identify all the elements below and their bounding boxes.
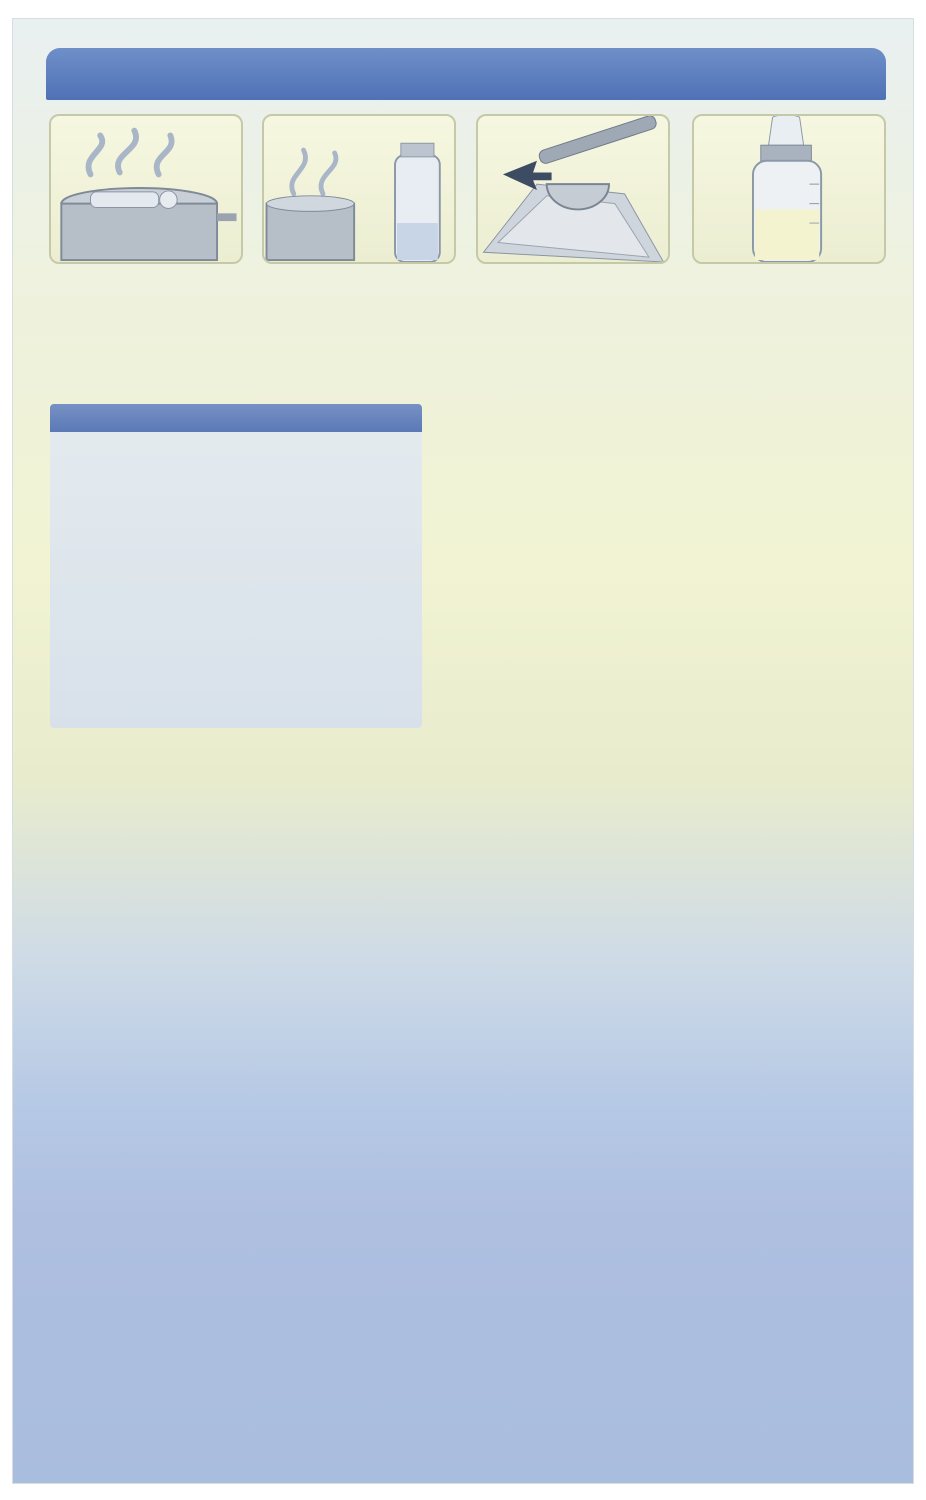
measuring-spoon-icon <box>478 116 668 262</box>
important-notice <box>50 404 422 728</box>
water-bottle-icon <box>264 116 454 262</box>
step-4-illustration <box>692 114 886 264</box>
step-3-illustration <box>476 114 670 264</box>
notice-list <box>50 432 422 439</box>
preparation-header <box>46 48 886 100</box>
boiling-pot-icon <box>51 116 241 262</box>
step-2-illustration <box>262 114 456 264</box>
step-1-illustration <box>49 114 243 264</box>
bottle-icon <box>694 116 884 262</box>
notice-title <box>50 404 422 432</box>
